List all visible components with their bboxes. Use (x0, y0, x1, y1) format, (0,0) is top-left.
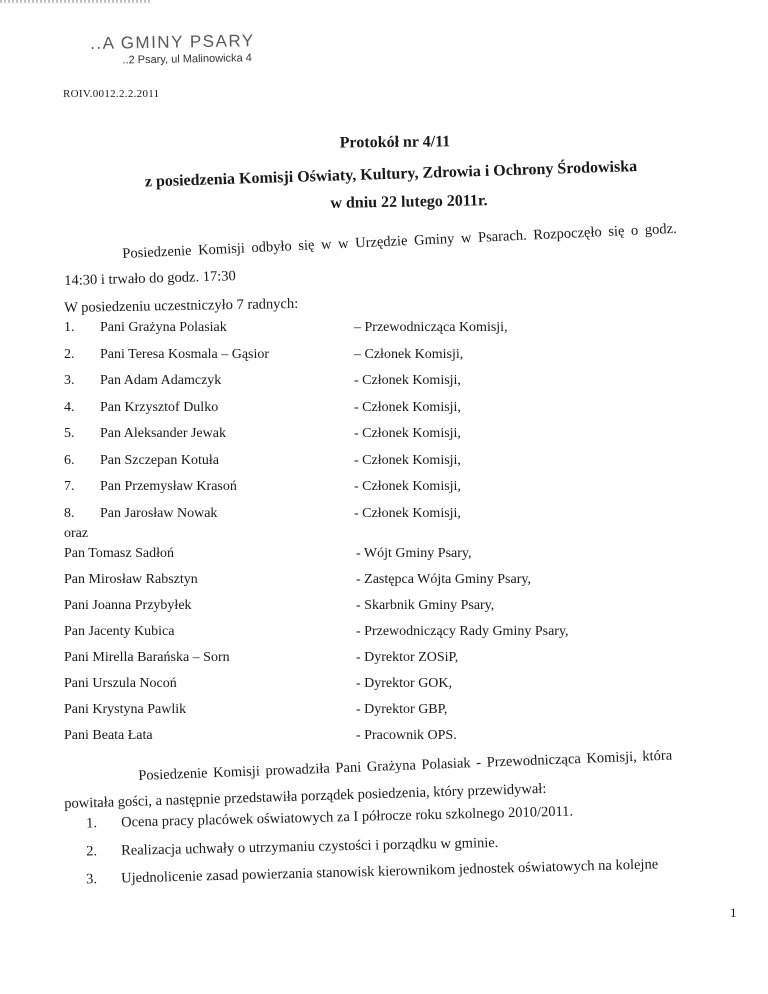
guest-role: - Pracownik OPS. (356, 728, 457, 743)
guest-role: - Dyrektor GOK, (356, 676, 453, 691)
member-role: - Członek Komisji, (354, 399, 461, 415)
list-item (64, 572, 744, 598)
list-item (64, 426, 744, 453)
list-item (64, 320, 744, 347)
list-item (64, 650, 744, 676)
agenda-text: Ujednolicenie zasad powierzania stanowisk kierownikom jednostek oświatowych na kolejne (120, 856, 659, 887)
guest-name: Pani Urszula Nocoń (64, 676, 177, 691)
list-item (64, 373, 744, 400)
guest-name: Pani Krystyna Pawlik (64, 702, 187, 717)
member-role: - Członek Komisji, (354, 452, 461, 468)
member-name: Pan Adam Adamczyk (100, 373, 222, 388)
guest-name: Pani Joanna Przybyłek (64, 598, 192, 613)
list-item (64, 400, 744, 427)
item-number: 8. (64, 505, 75, 521)
agenda-text: Ocena pracy placówek oświatowych za I półrocze roku szkolnego 2010/2011. (120, 803, 574, 831)
member-role: – Członek Komisji, (354, 346, 464, 362)
guest-role: - Przewodniczący Rady Gminy Psary, (356, 624, 569, 639)
member-role: - Członek Komisji, (354, 373, 461, 388)
member-name: Pan Jarosław Nowak (100, 505, 218, 521)
member-role: - Członek Komisji, (354, 426, 461, 441)
item-number: 4. (64, 399, 75, 415)
member-name: Pan Przemysław Krasoń (100, 479, 237, 494)
intro-line-2: 14:30 i trwało do godz. 17:30 (64, 268, 236, 289)
member-name: Pani Grażyna Polasiak (100, 320, 227, 335)
member-name: Pan Szczepan Kotuła (100, 452, 219, 468)
agenda-text: Realizacja uchwały o utrzymaniu czystości i porządku w gminie. (120, 834, 499, 859)
list-item (64, 624, 744, 650)
reference-number: ROIV.0012.2.2.2011 (63, 88, 160, 100)
guest-role: - Skarbnik Gminy Psary, (356, 598, 495, 613)
chair-paragraph-line-1: Posiedzenie Komisji prowadziła Pani Grażyna Polasiak - Przewodnicząca Komisji, która (138, 747, 673, 784)
intro-line-3: W posiedzeniu uczestniczyło 7 radnych: (64, 295, 299, 316)
guest-name: Pan Tomasz Sadłoń (64, 546, 174, 561)
chair-paragraph-line-2: powitała gości, a następnie przedstawiła porządek posiedzenia, który przewidywał: (64, 780, 547, 812)
item-number: 3. (64, 373, 75, 388)
agenda-number: 2. (85, 843, 98, 860)
office-stamp (90, 31, 255, 67)
list-item (64, 676, 744, 702)
agenda-number: 3. (85, 871, 98, 888)
member-role: - Członek Komisji, (354, 479, 461, 494)
agenda-list (64, 803, 744, 900)
list-item (64, 702, 744, 728)
scan-edge-artifact (0, 0, 150, 3)
page-number: 1 (730, 905, 737, 920)
guest-role: - Dyrektor ZOSiP, (356, 650, 459, 665)
members-list (64, 320, 744, 532)
guest-name: Pan Mirosław Rabsztyn (64, 572, 198, 587)
member-role: – Przewodnicząca Komisji, (354, 320, 508, 335)
guest-role: - Zastępca Wójta Gminy Psary, (356, 572, 531, 587)
intro-line-1: Posiedzenie Komisji odbyło się w w Urzędzie Gminy w Psarach. Rozpoczęło się o godz. (122, 220, 677, 262)
item-number: 6. (64, 452, 75, 468)
protocol-title: Protokół nr 4/11 (339, 133, 451, 152)
guest-role: - Wójt Gminy Psary, (356, 546, 472, 561)
item-number: 5. (64, 426, 75, 441)
list-item (64, 453, 744, 480)
member-name: Pan Aleksander Jewak (100, 426, 226, 441)
member-role: - Członek Komisji, (354, 505, 461, 521)
member-name: Pan Krzysztof Dulko (100, 399, 219, 415)
member-name: Pani Teresa Kosmala – Gąsior (100, 346, 270, 362)
guest-name: Pani Mirella Barańska – Sorn (64, 650, 230, 665)
list-item (64, 479, 744, 506)
agenda-number: 1. (85, 815, 98, 832)
guests-list (64, 546, 744, 754)
item-number: 1. (64, 320, 75, 335)
oraz-label: oraz (64, 526, 89, 541)
list-item (64, 347, 744, 374)
list-item (64, 506, 744, 533)
protocol-date: w dniu 22 lutego 2011r. (330, 192, 488, 212)
list-item (64, 598, 744, 624)
stamp-address: ..2 Psary, ul Malinowicka 4 (122, 52, 252, 67)
stamp-office-name: ..A GMINY PSARY (90, 31, 255, 53)
list-item (64, 546, 744, 572)
guest-name: Pan Jacenty Kubica (64, 624, 175, 639)
protocol-subtitle: z posiedzenia Komisji Oświaty, Kultury, Zdrowia i Ochrony Środowiska (144, 158, 638, 191)
item-number: 7. (64, 479, 75, 494)
guest-name: Pani Beata Łata (64, 728, 153, 743)
guest-role: - Dyrektor GBP, (356, 702, 448, 717)
item-number: 2. (64, 346, 75, 362)
